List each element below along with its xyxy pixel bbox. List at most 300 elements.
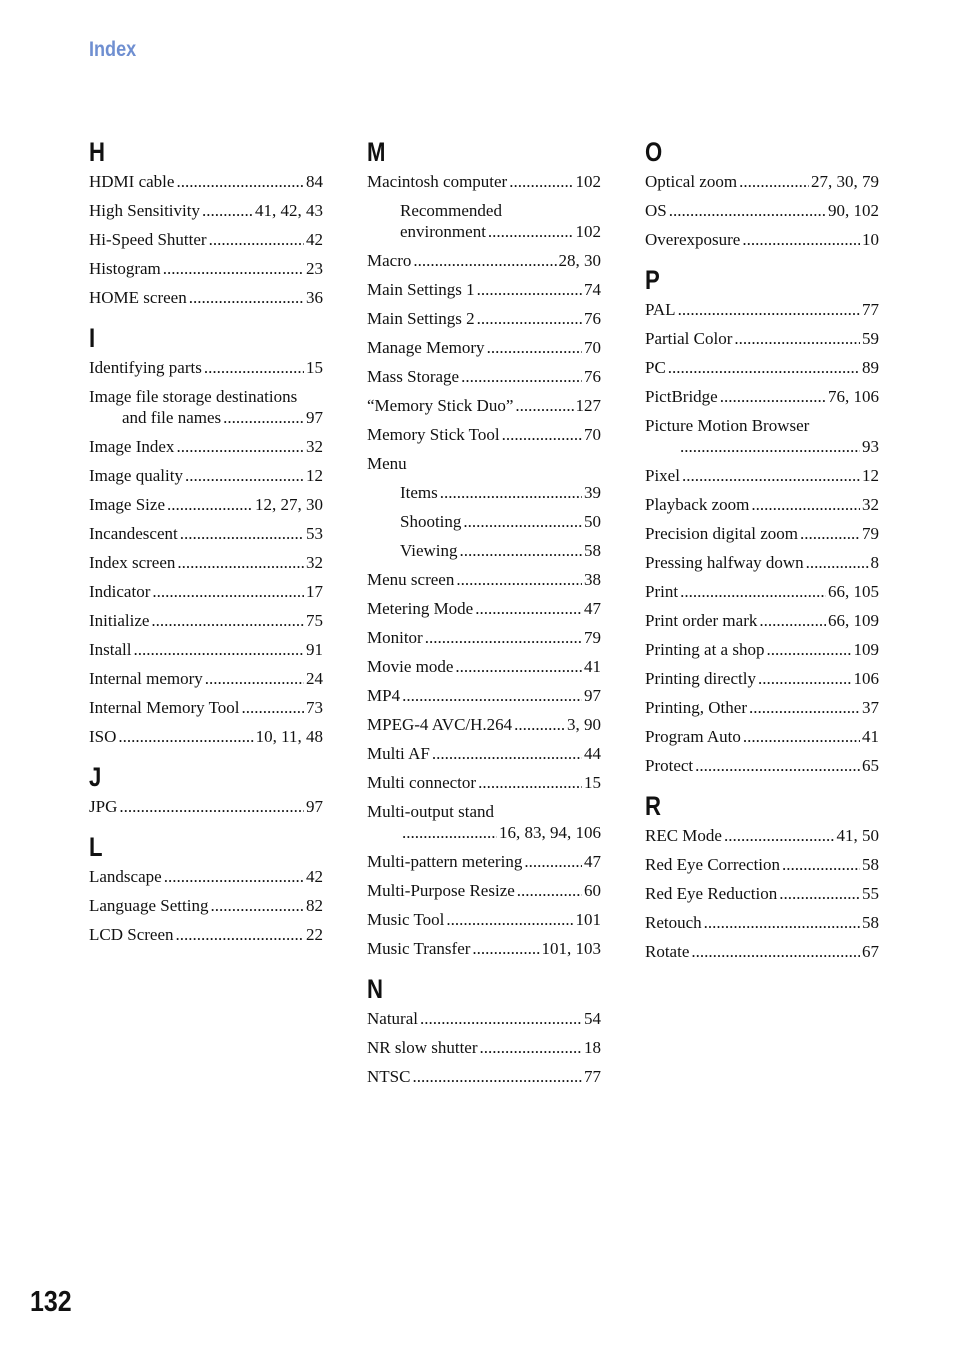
- entry-pages: 75: [306, 611, 323, 630]
- entry-line: [367, 279, 601, 300]
- leader-dots: [134, 639, 305, 660]
- index-section-l: [89, 830, 323, 945]
- leader-dots: [759, 610, 826, 631]
- index-entry: [645, 552, 879, 573]
- leader-dots: [488, 221, 574, 242]
- index-entry: [645, 299, 879, 320]
- entry-line: [400, 482, 601, 503]
- entry-pages: 77: [862, 300, 879, 319]
- leader-dots: [669, 200, 826, 221]
- entry-term: Printing at a shop: [645, 640, 765, 659]
- entry-term: Picture Motion Browser: [645, 416, 810, 435]
- index-entry: [367, 656, 601, 677]
- entry-pages: 12, 27, 30: [255, 495, 323, 514]
- entry-term: Partial Color: [645, 329, 733, 348]
- index-entry: [645, 494, 879, 515]
- entry-term-continued: environment: [400, 222, 486, 241]
- index-entry: [367, 598, 601, 619]
- entry-term: Program Auto: [645, 727, 741, 746]
- index-entry: [367, 851, 601, 872]
- entry-line: [89, 523, 323, 544]
- entry-pages: 70: [584, 425, 601, 444]
- index-entry: [367, 424, 601, 445]
- leader-dots: [517, 880, 582, 901]
- entry-term: LCD Screen: [89, 925, 174, 944]
- index-entry: [645, 912, 879, 933]
- leader-dots: [440, 482, 582, 503]
- leader-dots: [176, 171, 304, 192]
- entry-term: Image Size: [89, 495, 165, 514]
- index-entry: [645, 941, 879, 962]
- leader-dots: [475, 598, 582, 619]
- leader-dots: [678, 299, 860, 320]
- entry-pages: 79: [584, 628, 601, 647]
- entry-line: [645, 825, 879, 846]
- entry-term: MPEG-4 AVC/H.264: [367, 715, 513, 734]
- entry-term: ISO: [89, 727, 117, 746]
- entry-pages: 91: [306, 640, 323, 659]
- leader-dots: [682, 465, 860, 486]
- entry-pages: 37: [862, 698, 879, 717]
- entry-pages: 24: [306, 669, 323, 688]
- page-number: 132: [30, 1286, 72, 1318]
- index-entry: [367, 1008, 601, 1029]
- index-section-r: [645, 789, 879, 962]
- index-entry: [367, 1066, 601, 1087]
- leader-dots: [477, 279, 582, 300]
- entry-term: Multi-Purpose Resize: [367, 881, 515, 900]
- index-entry: [367, 395, 601, 416]
- index-section-i: [89, 321, 323, 747]
- entry-term: Macintosh computer: [367, 172, 508, 191]
- entry-pages: 60: [584, 881, 601, 900]
- entry-line: [645, 171, 879, 192]
- entry-pages: 54: [584, 1009, 601, 1028]
- entry-pages: 77: [584, 1067, 601, 1086]
- entry-pages: 41, 50: [836, 826, 879, 845]
- index-entry: [89, 258, 323, 279]
- entry-pages: 15: [584, 773, 601, 792]
- section-letter: N: [367, 974, 383, 1004]
- entry-line: [89, 465, 323, 486]
- leader-dots: [119, 796, 304, 817]
- entry-term: JPG: [89, 797, 118, 816]
- entry-line: [89, 229, 323, 250]
- entry-line: [645, 386, 879, 407]
- entry-line: [89, 258, 323, 279]
- entry-line: [367, 627, 601, 648]
- index-entry: [367, 279, 601, 300]
- index-entry: [89, 610, 323, 631]
- leader-dots: [402, 685, 582, 706]
- leader-dots: [806, 552, 869, 573]
- leader-dots: [477, 308, 582, 329]
- leader-dots: [118, 726, 253, 747]
- entry-term: Monitor: [367, 628, 423, 647]
- entry-pages: 12: [862, 466, 879, 485]
- entry-term: Overexposure: [645, 230, 741, 249]
- index-column-1: [89, 135, 323, 958]
- entry-term: Identifying parts: [89, 358, 202, 377]
- index-entry: [89, 494, 323, 515]
- entry-line: [89, 610, 323, 631]
- entry-term: Protect: [645, 756, 694, 775]
- entry-line: [645, 697, 879, 718]
- entry-line: [645, 200, 879, 221]
- section-letter: R: [645, 791, 661, 821]
- entry-term: HOME screen: [89, 288, 187, 307]
- leader-dots: [209, 229, 304, 250]
- leader-dots: [680, 581, 826, 602]
- entry-pages: 109: [853, 640, 879, 659]
- entry-pages: 89: [862, 358, 879, 377]
- entry-pages: 84: [306, 172, 323, 191]
- entry-term: “Memory Stick Duo”: [367, 396, 514, 415]
- leader-dots: [167, 494, 253, 515]
- entry-term: PAL: [645, 300, 676, 319]
- entry-term: Retouch: [645, 913, 702, 932]
- index-entry: [89, 287, 323, 308]
- entry-term: Install: [89, 640, 132, 659]
- section-letter: P: [645, 265, 660, 295]
- entry-pages: 8: [870, 553, 879, 572]
- entry-term: Shooting: [400, 512, 462, 531]
- entry-continuation: [645, 436, 879, 457]
- index-entry: [367, 772, 601, 793]
- entry-pages: 41, 42, 43: [255, 201, 323, 220]
- entry-line: [367, 880, 601, 901]
- entry-term: Incandescent: [89, 524, 178, 543]
- entry-pages: 90, 102: [828, 201, 879, 220]
- index-entry: [645, 328, 879, 349]
- entry-pages: 36: [306, 288, 323, 307]
- entry-line: [367, 366, 601, 387]
- index-entry: [367, 366, 601, 387]
- entry-term: PC: [645, 358, 666, 377]
- entry-pages: 67: [862, 942, 879, 961]
- leader-dots: [502, 424, 582, 445]
- entry-term: Hi-Speed Shutter: [89, 230, 207, 249]
- leader-dots: [223, 407, 304, 428]
- index-entry: [89, 200, 323, 221]
- entry-pages: 76: [584, 309, 601, 328]
- index-entry: [367, 250, 601, 271]
- entry-term: Index screen: [89, 553, 176, 572]
- leader-dots: [782, 854, 860, 875]
- leader-dots: [163, 258, 304, 279]
- index-entry: [645, 854, 879, 875]
- entry-line: [367, 772, 601, 793]
- entry-pages: 18: [584, 1038, 601, 1057]
- entry-line: [367, 1037, 601, 1058]
- entry-term: Music Transfer: [367, 939, 471, 958]
- leader-dots: [185, 465, 304, 486]
- entry-pages: 32: [306, 553, 323, 572]
- leader-dots: [152, 581, 304, 602]
- entry-line: [89, 895, 323, 916]
- index-entry: [645, 883, 879, 904]
- entry-line: [645, 610, 879, 631]
- entry-line: [367, 308, 601, 329]
- entry-pages: 10: [862, 230, 879, 249]
- entry-line: [645, 465, 879, 486]
- index-section-m: [367, 135, 601, 959]
- entry-term: Music Tool: [367, 910, 445, 929]
- index-entry: [89, 639, 323, 660]
- entry-pages: 93: [862, 437, 879, 456]
- entry-term: Precision digital zoom: [645, 524, 798, 543]
- index-entry: [645, 726, 879, 747]
- entry-line: [89, 796, 323, 817]
- entry-line: [400, 511, 601, 532]
- leader-dots: [420, 1008, 582, 1029]
- leader-dots: [514, 714, 565, 735]
- entry-term: Landscape: [89, 867, 162, 886]
- leader-dots: [480, 1037, 583, 1058]
- index-entry: [367, 714, 601, 735]
- entry-term: HDMI cable: [89, 172, 175, 191]
- index-entry: [367, 200, 601, 242]
- index-entry: [89, 465, 323, 486]
- entry-term: Memory Stick Tool: [367, 425, 500, 444]
- leader-dots: [164, 866, 304, 887]
- entry-line: [89, 171, 323, 192]
- entry-term: Mass Storage: [367, 367, 460, 386]
- entry-line: [367, 656, 601, 677]
- index-entry: [367, 569, 601, 590]
- entry-term: Menu: [367, 454, 407, 473]
- entry-term: Optical zoom: [645, 172, 738, 191]
- leader-dots: [742, 229, 860, 250]
- index-column-2: [367, 135, 601, 1100]
- index-entry: [645, 668, 879, 689]
- entry-term: Indicator: [89, 582, 151, 601]
- section-letter: L: [89, 832, 103, 862]
- leader-dots: [202, 200, 253, 221]
- leader-dots: [463, 511, 582, 532]
- entry-line: [645, 883, 879, 904]
- leader-dots: [695, 755, 860, 776]
- entry-line: [89, 552, 323, 573]
- entry-line: [367, 743, 601, 764]
- entry-term: Macro: [367, 251, 412, 270]
- index-entry: [89, 726, 323, 747]
- leader-dots: [758, 668, 852, 689]
- entry-pages: 58: [584, 541, 601, 560]
- entry-pages: 41: [862, 727, 879, 746]
- entry-pages: 42: [306, 867, 323, 886]
- index-entry: [645, 581, 879, 602]
- entry-pages: 102: [575, 222, 601, 241]
- entry-continuation: [89, 407, 323, 428]
- index-entry: [367, 511, 601, 532]
- leader-dots: [472, 938, 539, 959]
- index-entry: [367, 938, 601, 959]
- leader-dots: [478, 772, 582, 793]
- entry-term: Movie mode: [367, 657, 454, 676]
- leader-dots: [743, 726, 860, 747]
- leader-dots: [455, 656, 582, 677]
- entry-pages: 102: [575, 172, 601, 191]
- section-letter: O: [645, 137, 663, 167]
- entry-term: Natural: [367, 1009, 418, 1028]
- entry-pages: 79: [862, 524, 879, 543]
- entry-pages: 27, 30, 79: [811, 172, 879, 191]
- leader-dots: [691, 941, 860, 962]
- entry-pages: 42: [306, 230, 323, 249]
- entry-term: Pressing halfway down: [645, 553, 804, 572]
- entry-term: Items: [400, 483, 438, 502]
- leader-dots: [432, 743, 582, 764]
- entry-line: [89, 287, 323, 308]
- entry-pages: 10, 11, 48: [255, 727, 323, 746]
- entry-line: [645, 639, 879, 660]
- section-letter: M: [367, 137, 386, 167]
- entry-term: Multi-output stand: [367, 802, 495, 821]
- index-section-o: [645, 135, 879, 250]
- index-entry: [89, 668, 323, 689]
- entry-line: [89, 668, 323, 689]
- index-entry: [645, 639, 879, 660]
- entry-term: Recommended: [400, 201, 502, 220]
- entry-pages: 101, 103: [541, 939, 601, 958]
- section-letter: J: [89, 762, 102, 792]
- entry-line: [645, 668, 879, 689]
- leader-dots: [734, 328, 860, 349]
- entry-term: Image Index: [89, 437, 175, 456]
- entry-pages: 16, 83, 94, 106: [499, 823, 601, 842]
- entry-line: [645, 581, 879, 602]
- leader-dots: [205, 668, 304, 689]
- index-entry: [367, 685, 601, 706]
- entry-term: High Sensitivity: [89, 201, 200, 220]
- leader-dots: [724, 825, 835, 846]
- index-entry: [645, 465, 879, 486]
- leader-dots: [425, 627, 582, 648]
- entry-term: Rotate: [645, 942, 690, 961]
- entry-line: [645, 229, 879, 250]
- leader-dots: [749, 697, 860, 718]
- entry-term: Main Settings 1: [367, 280, 475, 299]
- index-entry: [89, 581, 323, 602]
- entry-line: [89, 200, 323, 221]
- entry-term: Print order mark: [645, 611, 758, 630]
- entry-continuation: [367, 822, 601, 843]
- entry-term: Pixel: [645, 466, 680, 485]
- entry-term-continued: and file names: [122, 408, 222, 427]
- entry-pages: 39: [584, 483, 601, 502]
- index-column-3: [645, 135, 879, 975]
- entry-line: [89, 924, 323, 945]
- index-entry: [645, 357, 879, 378]
- leader-dots: [766, 639, 851, 660]
- entry-line: [645, 726, 879, 747]
- leader-dots: [210, 895, 304, 916]
- entry-line: [367, 714, 601, 735]
- index-entry: [367, 880, 601, 901]
- index-section-p: [645, 263, 879, 776]
- index-entry: [89, 796, 323, 817]
- section-letter: H: [89, 137, 105, 167]
- entry-line: [89, 357, 323, 378]
- entry-pages: 12: [306, 466, 323, 485]
- entry-line: [367, 569, 601, 590]
- index-entry: [367, 453, 601, 474]
- leader-dots: [446, 909, 573, 930]
- entry-term: Print: [645, 582, 679, 601]
- entry-line: [89, 494, 323, 515]
- entry-line: [367, 250, 601, 271]
- index-entry: [89, 386, 323, 428]
- entry-term: Menu screen: [367, 570, 455, 589]
- index-section-n: [367, 972, 601, 1087]
- entry-pages: 47: [584, 852, 601, 871]
- entry-pages: 97: [306, 797, 323, 816]
- entry-pages: 106: [853, 669, 879, 688]
- entry-term: REC Mode: [645, 826, 722, 845]
- entry-pages: 127: [575, 396, 601, 415]
- entry-pages: 76: [584, 367, 601, 386]
- index-entry: [645, 825, 879, 846]
- index-entry: [645, 697, 879, 718]
- leader-dots: [189, 287, 304, 308]
- entry-pages: 53: [306, 524, 323, 543]
- leader-dots: [739, 171, 809, 192]
- leader-dots: [461, 366, 582, 387]
- entry-term: Histogram: [89, 259, 161, 278]
- index-entry: [367, 337, 601, 358]
- entry-line: [645, 494, 879, 515]
- entry-line: [367, 598, 601, 619]
- entry-pages: 28, 30: [558, 251, 601, 270]
- entry-line: [367, 1066, 601, 1087]
- entry-term: Image quality: [89, 466, 183, 485]
- index-entry: [645, 610, 879, 631]
- entry-line: [645, 299, 879, 320]
- leader-dots: [180, 523, 304, 544]
- leader-dots: [460, 540, 582, 561]
- entry-pages: 50: [584, 512, 601, 531]
- entry-pages: 82: [306, 896, 323, 915]
- entry-pages: 22: [306, 925, 323, 944]
- index-entry: [367, 801, 601, 843]
- entry-line: [367, 685, 601, 706]
- index-entry: [367, 482, 601, 503]
- entry-pages: 38: [584, 570, 601, 589]
- entry-term: Red Eye Correction: [645, 855, 781, 874]
- leader-dots: [177, 552, 304, 573]
- index-entry: [89, 523, 323, 544]
- entry-term: Printing directly: [645, 669, 756, 688]
- leader-dots: [176, 924, 304, 945]
- entry-term: Metering Mode: [367, 599, 474, 618]
- entry-line: [89, 581, 323, 602]
- entry-term: PictBridge: [645, 387, 718, 406]
- entry-pages: 66, 105: [828, 582, 879, 601]
- leader-dots: [720, 386, 826, 407]
- leader-dots: [524, 851, 582, 872]
- entry-line: [89, 436, 323, 457]
- entry-term: Internal memory: [89, 669, 203, 688]
- entry-line: [89, 726, 323, 747]
- entry-pages: 23: [306, 259, 323, 278]
- entry-line: [645, 328, 879, 349]
- leader-dots: [413, 250, 556, 271]
- index-entry: [89, 895, 323, 916]
- index-entry: [89, 866, 323, 887]
- index-entry: [89, 436, 323, 457]
- entry-term: Manage Memory: [367, 338, 485, 357]
